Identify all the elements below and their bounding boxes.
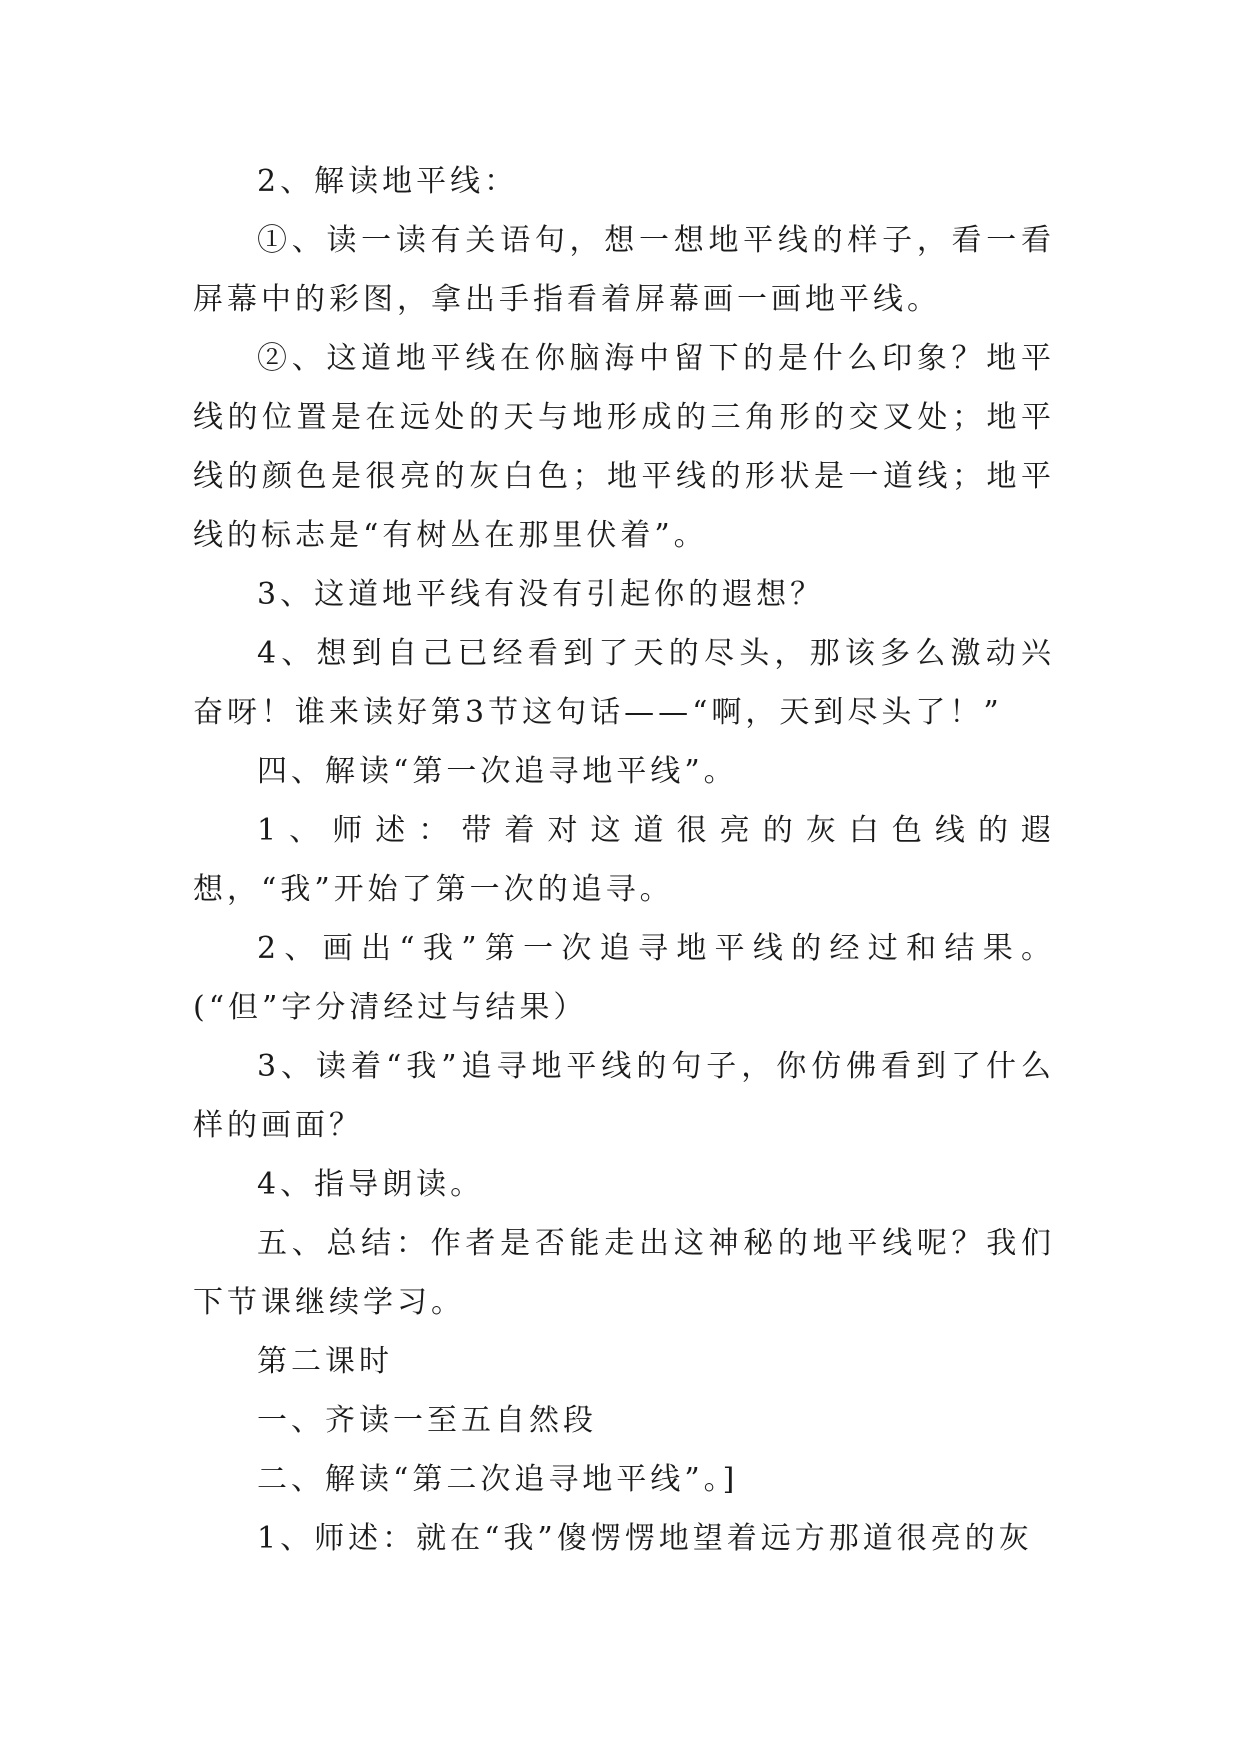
document-page xyxy=(193,152,1055,1568)
paragraph: 2、解读地平线： xyxy=(257,164,519,199)
paragraph: 五、总结：作者是否能走出这神秘的地平线呢？我们下节课继续学习。 xyxy=(193,1226,1055,1320)
section-heading: 二、解读“第二次追寻地平线”。] xyxy=(257,1462,739,1497)
paragraph: ②、这道地平线在你脑海中留下的是什么印象？地平线的位置是在远处的天与地形成的三角形的交叉处；地平线的颜色是很亮的灰白色；地平线的形状是一道线；地平线的标志是“有树丛在那里伏着”。 xyxy=(193,341,1055,553)
paragraph: 4、想到自己已经看到了天的尽头，那该多么激动兴奋呀！谁来读好第3节这句话——“啊，天到尽头了！” xyxy=(193,636,1055,730)
paragraph: ①、读一读有关语句，想一想地平线的样子，看一看屏幕中的彩图，拿出手指看着屏幕画一画地平线。 xyxy=(193,223,1055,317)
paragraph: 1、师述：带着对这道很亮的灰白色线的遐想，“我”开始了第一次的追寻。 xyxy=(193,813,1055,907)
paragraph: 1、师述：就在“我”傻愣愣地望着远方那道很亮的灰 xyxy=(257,1521,1033,1556)
paragraph: 2、画出“我”第一次追寻地平线的经过和结果。(“但”字分清经过与结果） xyxy=(193,931,1055,1025)
paragraph: 3、读着“我”追寻地平线的句子，你仿佛看到了什么样的画面？ xyxy=(193,1049,1055,1143)
section-heading: 四、解读“第一次追寻地平线”。 xyxy=(257,754,738,789)
paragraph: 4、指导朗读。 xyxy=(257,1167,485,1202)
paragraph: 3、这道地平线有没有引起你的遐想？ xyxy=(257,577,825,612)
lesson-heading: 第二课时 xyxy=(257,1344,393,1379)
section-heading: 一、齐读一至五自然段 xyxy=(257,1403,597,1438)
